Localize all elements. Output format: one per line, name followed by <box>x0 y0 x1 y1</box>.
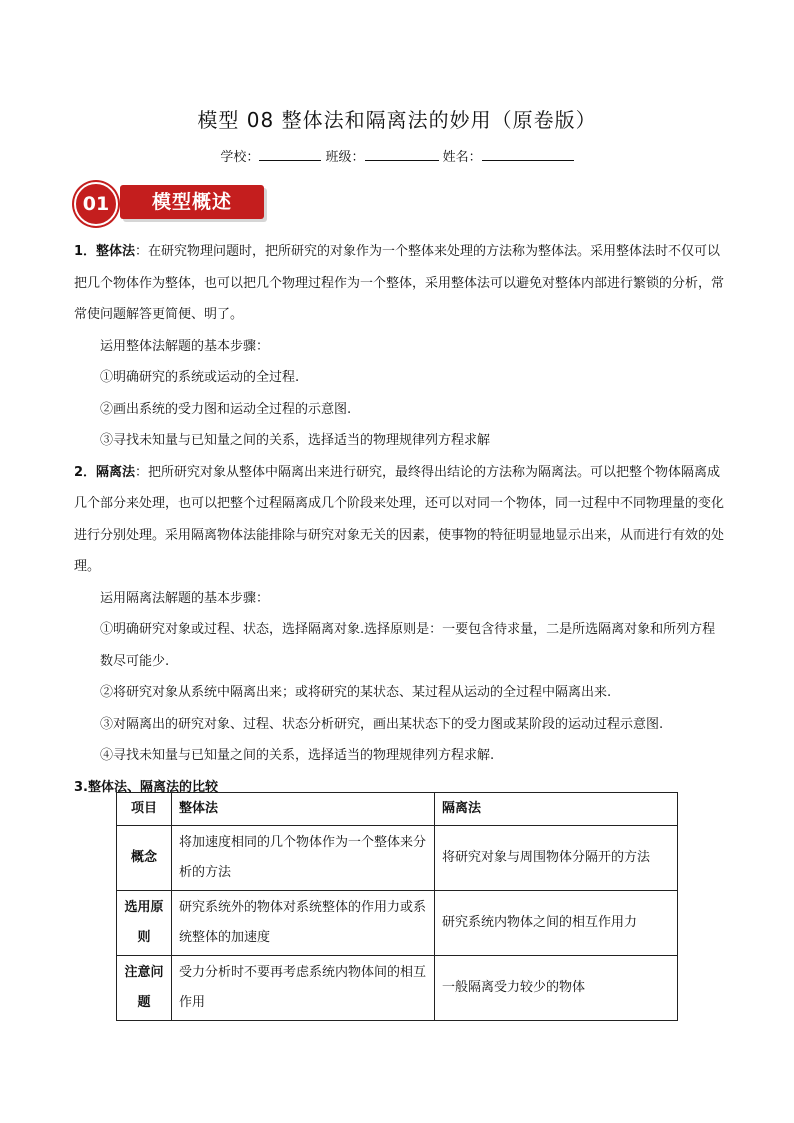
table-header-cell: 整体法 <box>172 793 435 826</box>
section-1-step: ②画出系统的受力图和运动全过程的示意图. <box>100 401 352 417</box>
section-1-step: ③寻找未知量与已知量之间的关系，选择适当的物理规律列方程求解 <box>100 433 491 448</box>
table-cell: 一般隔离受力较少的物体 <box>435 956 678 1021</box>
section-1-text: ：在研究物理问题时，把所研究的对象作为一个整体来处理的方法称为整体法。采用整体法时不仅可以把几个物体作为整体，也可以把几个物理过程作为一个整体，采用整体法可以避免对整体内部进行繁锁的分析，常常使问题解答更简便、明了。 <box>74 244 725 322</box>
section-2-steps-intro: 运用隔离法解题的基本步骤： <box>100 590 270 606</box>
table-row-label: 注意问题 <box>117 956 172 1021</box>
section-2-step: ①明确研究对象或过程、状态，选择隔离对象.选择原则是：一要包含待求量，二是所选隔离对象和所列方程数尽可能少. <box>100 622 716 669</box>
table-cell: 受力分析时不要再考虑系统内物体间的相互作用 <box>172 956 435 1021</box>
class-label: 班级： <box>325 150 365 165</box>
school-label: 学校： <box>220 150 260 165</box>
section-2-text: ：把所研究对象从整体中隔离出来进行研究，最终得出结论的方法称为隔离法。可以把整个物体隔离成几个部分来处理，也可以把整个过程隔离成几个阶段来处理，还可以对同一个物体，同一过程中不同物理量的变化进行分别处理。采用隔离物体法能排除与研究对象无关的因素，使事物的特征明显地显示出来，从而进行有效的处理。 <box>74 464 725 574</box>
table-row <box>117 891 678 956</box>
section-2-paragraph <box>74 457 724 583</box>
table-header-cell: 项目 <box>117 793 172 826</box>
table-cell: 将研究对象与周围物体分隔开的方法 <box>435 826 678 891</box>
banner-label: 模型概述 <box>120 185 264 219</box>
table-cell: 研究系统内物体之间的相互作用力 <box>435 891 678 956</box>
table-cell: 将加速度相同的几个物体作为一个整体来分析的方法 <box>172 826 435 891</box>
table-header-row <box>117 793 678 826</box>
section-banner <box>74 182 264 222</box>
banner-number-badge: 01 <box>74 182 118 226</box>
table-row-label: 选用原则 <box>117 891 172 956</box>
section-1-step: ①明确研究的系统或运动的全过程. <box>100 370 300 385</box>
name-blank[interactable] <box>482 148 574 161</box>
name-label: 姓名： <box>442 150 482 165</box>
section-2-step: ②将研究对象从系统中隔离出来；或将研究的某状态、某过程从运动的全过程中隔离出来. <box>100 685 612 700</box>
comparison-table <box>116 792 678 1021</box>
school-blank[interactable] <box>259 148 321 161</box>
class-blank[interactable] <box>365 148 439 161</box>
table-row <box>117 956 678 1021</box>
section-3-heading-text: 3.整体法、隔离法的比较 <box>74 779 218 795</box>
table-row <box>117 826 678 891</box>
section-1-steps-intro: 运用整体法解题的基本步骤： <box>100 338 270 354</box>
table-header-cell: 隔离法 <box>435 793 678 826</box>
document-title: 模型 08 整体法和隔离法的妙用（原卷版） <box>197 108 597 132</box>
section-1-paragraph <box>74 236 724 331</box>
section-1-heading: 1．整体法 <box>74 244 136 259</box>
table-cell: 研究系统外的物体对系统整体的作用力或系统整体的加速度 <box>172 891 435 956</box>
section-2-step: ③对隔离出的研究对象、过程、状态分析研究，画出某状态下的受力图或某阶段的运动过程示意图. <box>100 716 664 732</box>
table-row-label: 概念 <box>117 826 172 891</box>
content-body <box>74 236 724 803</box>
section-2-step: ④寻找未知量与已知量之间的关系，选择适当的物理规律列方程求解. <box>100 748 495 763</box>
student-info-fields <box>0 146 794 165</box>
section-2-heading: 2．隔离法 <box>74 464 136 480</box>
